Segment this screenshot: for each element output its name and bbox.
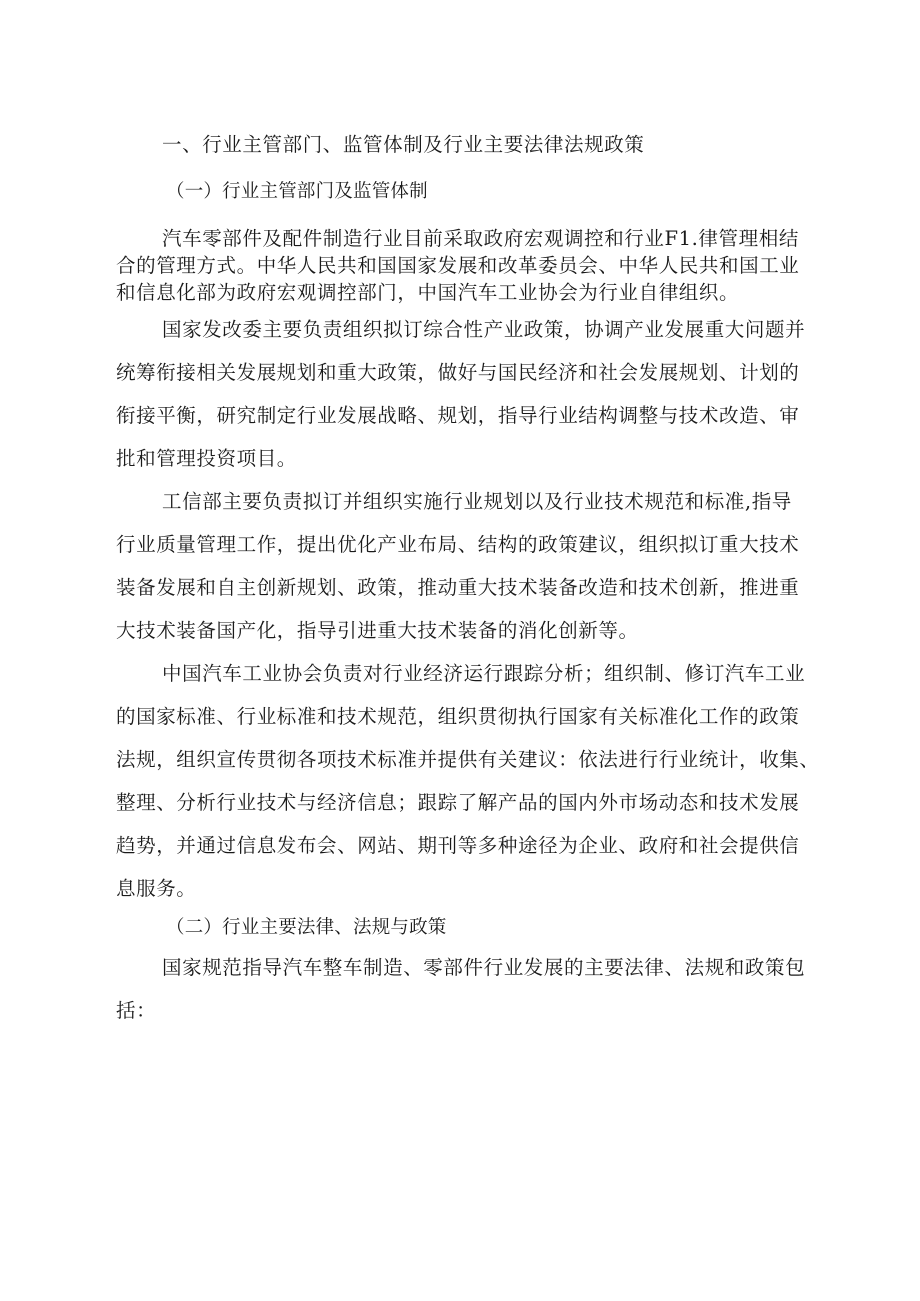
section-title: 一、行业主管部门、监管体制及行业主要法律法规政策 — [162, 133, 645, 156]
para3-line2: 行业质量管理工作，提出优化产业布局、结构的政策建议，组织拟订重大技术 — [116, 533, 800, 556]
para3-line4: 大技术装备国产化，指导引进重大技术装备的消化创新等。 — [116, 619, 639, 642]
para4-line5: 趋势，并通过信息发布会、网站、期刊等多种途径为企业、政府和社会提供信 — [116, 834, 800, 857]
para4-line1: 中国汽车工业协会负责对行业经济运行跟踪分析；组织制、修订汽车工业 — [162, 662, 806, 685]
para1-line1: 汽车零部件及配件制造行业目前采取政府宏观调控和行业F1.律管理相结 — [162, 227, 799, 250]
para2-line1: 国家发改委主要负责组织拟订综合性产业政策，协调产业发展重大问题并 — [162, 318, 806, 341]
para4-line3: 法规，组织宣传贯彻各项技术标准并提供有关建议：依法进行行业统计，收集、 — [116, 748, 820, 771]
para3-line3: 装备发展和自主创新规划、政策，推动重大技术装备改造和技术创新，推进重 — [116, 576, 800, 599]
para5-line1: 国家规范指导汽车整车制造、零部件行业发展的主要法律、法规和政策包 — [162, 956, 806, 979]
subsection-1-title: （一）行业主管部门及监管体制 — [166, 181, 428, 202]
para4-line4: 整理、分析行业技术与经济信息；跟踪了解产品的国内外市场动态和技术发展 — [116, 791, 800, 814]
para5-line2: 括： — [116, 999, 157, 1022]
para2-line2: 统筹衔接相关发展规划和重大政策，做好与国民经济和社会发展规划、计划的 — [116, 361, 800, 384]
para1-line3: 和信息化部为政府宏观调控部门，中国汽车工业协会为行业自律组织。 — [116, 281, 740, 304]
subsection-2-title: （二）行业主要法律、法规与政策 — [166, 917, 447, 938]
para3-line1: 工信部主要负责拟订并组织实施行业规划以及行业技术规范和标准,指导 — [162, 490, 792, 513]
para4-line2: 的国家标准、行业标准和技术规范，组织贯彻执行国家有关标准化工作的政策 — [116, 705, 800, 728]
para2-line4: 批和管理投资项目。 — [116, 447, 297, 470]
para1-line2: 合的管理方式。中华人民共和国国家发展和改革委员会、中华人民共和国工业 — [116, 254, 800, 277]
para4-line6: 息服务。 — [116, 877, 197, 900]
para2-line3: 衔接平衡，研究制定行业发展战略、规划，指导行业结构调整与技术改造、审 — [116, 404, 800, 427]
